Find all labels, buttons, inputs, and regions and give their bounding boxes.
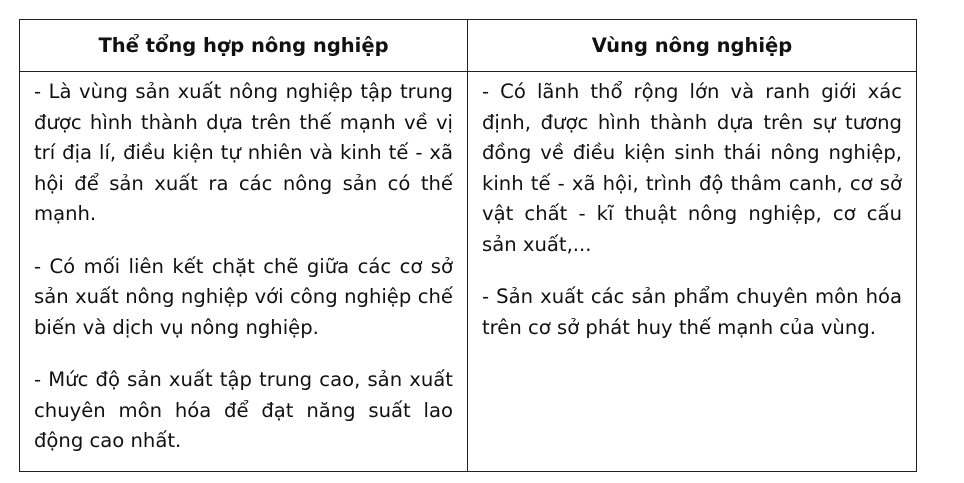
left-paragraph-2: - Có mối liên kết chặt chẽ giữa các cơ sở sản xuất nông nghiệp với công nghiệp chế biến và dịch vụ nông nghiệp.: [34, 254, 453, 339]
left-paragraph-3: - Mức độ sản xuất tập trung cao, sản xuất chuyên môn hóa để đạt năng suất lao động cao nhất.: [34, 368, 453, 452]
header-row: [20, 20, 917, 72]
header-the-tong-hop-nong-nghiep: Thể tổng hợp nông nghiệp: [20, 20, 468, 72]
comparison-table: [19, 19, 917, 472]
right-paragraph-2: - Sản xuất các sản phẩm chuyên môn hóa trên cơ sở phát huy thế mạnh của vùng.: [482, 285, 902, 339]
right-column-cell: [468, 72, 917, 472]
left-column-cell: [20, 72, 468, 472]
header-vung-nong-nghiep: Vùng nông nghiệp: [468, 20, 917, 72]
left-paragraph-1: - Là vùng sản xuất nông nghiệp tập trung được hình thành dựa trên thế mạnh về vị trí địa lí, điều kiện tự nhiên và kinh tế - xã hội để sản xuất ra các nông sản có thế mạnh.: [34, 80, 453, 225]
right-paragraph-1: - Có lãnh thổ rộng lớn và ranh giới xác định, được hình thành dựa trên sự tương đồng về điều kiện sinh thái nông nghiệp, kinh tế - xã hội, trình độ thâm canh, cơ sở vật chất - kĩ thuật nông nghiệp, cơ cấu sản xuất,...: [482, 80, 902, 256]
content-row: [20, 72, 917, 472]
